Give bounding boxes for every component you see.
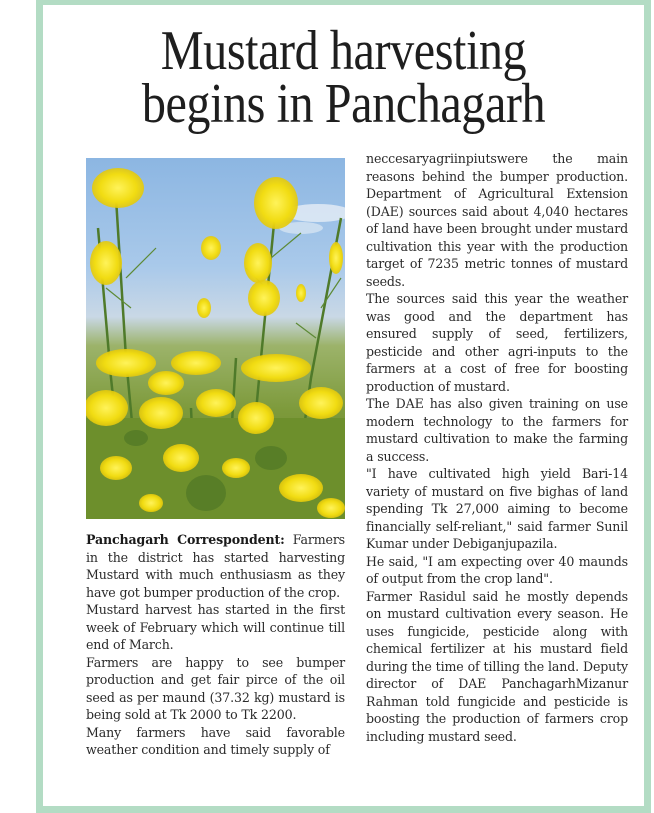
mustard-field-photo bbox=[86, 158, 345, 519]
headline-line-2: begins in Panchagarh bbox=[141, 73, 546, 135]
headline bbox=[85, 20, 602, 135]
byline: Panchagarh Correspondent: bbox=[86, 532, 285, 547]
article-paragraph: Farmer Rasidul said he mostly depends on mustard cultivation every season. He uses fungicide, pesticide along with chemical fertilizer at his mustard field during the time of tilling the land. Deputy director of DAE PanchagarhMizanur Rahman told fungicide and pesticide is boosting the production of farmers crop including mustard seed. bbox=[366, 588, 628, 744]
article-paragraph: Farmers are happy to see bumper production and get fair pirce of the oil seed as per maund (37.32 kg) mustard is being sold at Tk 2000 to Tk 2200. bbox=[86, 654, 345, 722]
article-frame bbox=[36, 0, 651, 813]
article-paragraph: The DAE has also given training on use modern technology to the farmers for mustard cultivation to make the farming a success. bbox=[366, 396, 628, 464]
paragraph-text: Farmers in the district has started harvesting Mustard with much enthusiasm as they have got bumper production of the crop. bbox=[86, 532, 345, 600]
article-paragraph: Many farmers have said favorable weather condition and timely supply of bbox=[86, 724, 345, 757]
mustard-flowers-image-icon bbox=[86, 158, 345, 519]
article-paragraph: Mustard harvest has started in the first week of February which will continue till end of March. bbox=[86, 602, 345, 652]
article-paragraph bbox=[86, 531, 345, 601]
article-paragraph: neccesaryagriinpiutswere the main reasons behind the bumper production. Department of Agricultural Extension (DAE) sources said about 4,040 hectares of land have been brought under mustard cultivation this year with the production target of 7235 metric tonnes of mustard seeds. bbox=[366, 151, 628, 289]
article-paragraph: He said, "I am expecting over 40 maunds of output from the crop land". bbox=[366, 553, 628, 586]
left-column bbox=[86, 158, 345, 759]
article-paragraph: "I have cultivated high yield Bari-14 variety of mustard on five bighas of land spending Tk 27,000 aiming to become financially self-reliant," said farmer Sunil Kumar under Debiganjupazila. bbox=[366, 466, 628, 551]
headline-line-1: Mustard harvesting bbox=[160, 20, 527, 82]
article-paragraph: The sources said this year the weather was good and the department has ensured supply of seed, fertilizers, pesticide and other agri-inputs to the farmers at a cost of free for boosting production of mustard. bbox=[366, 291, 628, 394]
right-column bbox=[366, 150, 628, 745]
